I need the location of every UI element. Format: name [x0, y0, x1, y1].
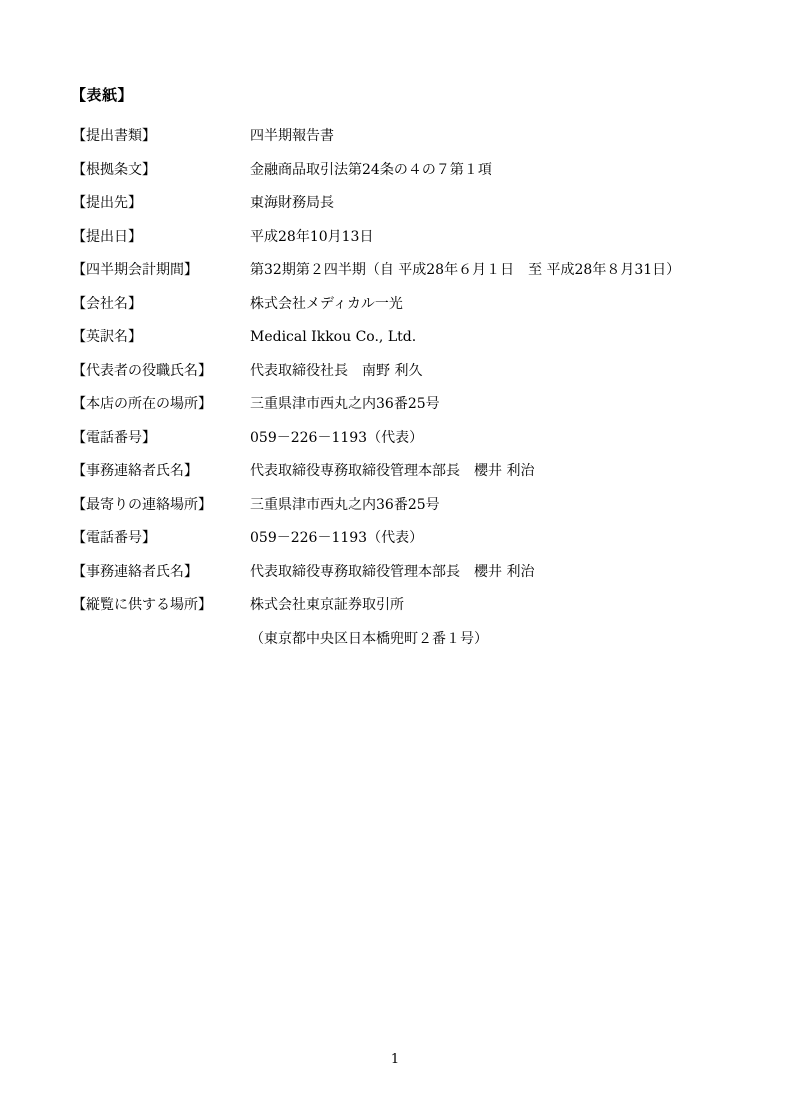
- field-row-representative: [72, 363, 760, 397]
- field-value: 東海財務局長: [250, 195, 334, 211]
- field-row-contact-person-2: [72, 564, 760, 598]
- field-row-legal-basis: [72, 162, 760, 196]
- field-label: 【本店の所在の場所】: [72, 396, 212, 412]
- field-value: 株式会社メディカル一光: [250, 295, 403, 312]
- field-label: 【代表者の役職氏名】: [72, 362, 212, 379]
- field-row-submitted-to: [72, 195, 760, 229]
- field-label: 【電話番号】: [72, 429, 156, 446]
- field-row-submitted-document: [72, 128, 760, 162]
- field-row-quarterly-period: [72, 262, 760, 296]
- field-row-phone-number-2: [72, 530, 760, 564]
- field-value: 代表取締役専務取締役管理本部長 櫻井 利治: [250, 563, 535, 580]
- field-value: 株式会社東京証券取引所: [250, 597, 404, 613]
- field-label: 【電話番号】: [72, 530, 156, 546]
- field-value: 三重県津市西丸之内36番25号: [250, 396, 440, 412]
- field-label: 【提出先】: [72, 195, 142, 211]
- field-row-submission-date: [72, 229, 760, 263]
- field-label: 【四半期会計期間】: [72, 262, 198, 278]
- field-value: 059－226－1193（代表）: [250, 530, 424, 546]
- field-value: 四半期報告書: [250, 128, 334, 144]
- field-row-nearest-contact-place: [72, 497, 760, 531]
- field-row-public-inspection-place: [72, 597, 760, 631]
- field-row-company-name: [72, 296, 760, 330]
- cover-fields: [72, 128, 760, 664]
- field-label: 【事務連絡者氏名】: [72, 563, 198, 580]
- field-row-public-inspection-address: [72, 631, 760, 665]
- field-value: 代表取締役社長 南野 利久: [250, 362, 423, 379]
- field-value: Medical Ikkou Co., Ltd.: [250, 329, 417, 345]
- field-value: 第32期第２四半期（自 平成28年６月１日 至 平成28年８月31日）: [250, 262, 681, 278]
- field-value: 金融商品取引法第24条の４の７第１項: [250, 161, 492, 178]
- field-label: 【最寄りの連絡場所】: [72, 496, 212, 513]
- field-label: 【提出書類】: [72, 128, 156, 144]
- field-value: 059－226－1193（代表）: [250, 429, 424, 446]
- field-value: 三重県津市西丸之内36番25号: [250, 496, 440, 513]
- field-value: （東京都中央区日本橋兜町２番１号）: [250, 630, 488, 647]
- cover-title: 【表紙】: [71, 86, 134, 104]
- field-value: 平成28年10月13日: [250, 228, 374, 245]
- field-row-head-office-location: [72, 396, 760, 430]
- field-row-english-name: [72, 329, 760, 363]
- field-label: 【会社名】: [72, 295, 142, 312]
- field-label: 【提出日】: [72, 228, 142, 245]
- field-row-contact-person-1: [72, 463, 760, 497]
- field-value: 代表取締役専務取締役管理本部長 櫻井 利治: [250, 463, 535, 479]
- field-label: 【事務連絡者氏名】: [72, 463, 198, 479]
- field-row-phone-number-1: [72, 430, 760, 464]
- field-label: 【縦覧に供する場所】: [72, 597, 212, 613]
- page-number: 1: [390, 1052, 400, 1067]
- field-label: 【根拠条文】: [72, 161, 156, 178]
- field-label: 【英訳名】: [72, 329, 142, 345]
